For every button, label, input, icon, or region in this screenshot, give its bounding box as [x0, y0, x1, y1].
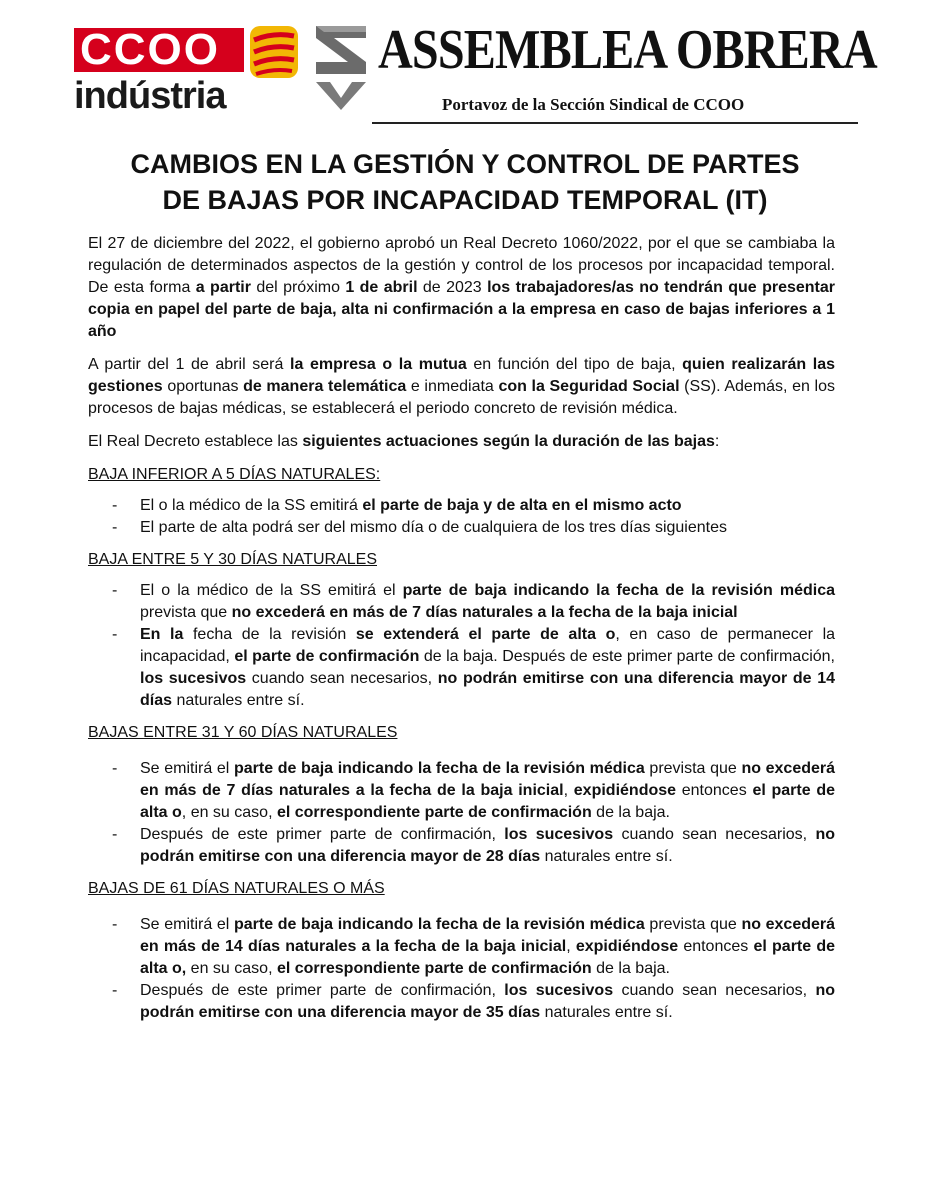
- list-item: - Se emitirá el parte de baja indicando la fecha de la revisión médica prevista que no excederá en más de 14 días naturales a la fecha de la baja inicial, expidiéndose entonces el parte de alta o, en su caso, el correspondiente parte de confirmación de la baja.: [88, 914, 835, 980]
- masthead-divider: [372, 122, 858, 124]
- section-heading-5-to-30-days: BAJA ENTRE 5 Y 30 DÍAS NATURALES: [88, 551, 377, 568]
- masthead: [0, 0, 929, 130]
- ccoo-logo: CCOO: [80, 25, 220, 74]
- industria-logo-text: indústria: [74, 75, 226, 117]
- senyera-flag-icon: [250, 26, 298, 78]
- actions-intro-paragraph: El Real Decreto establece las siguientes actuaciones según la duración de las bajas:: [88, 433, 720, 450]
- page-title: [90, 146, 840, 218]
- title-line-2: DE BAJAS POR INCAPACIDAD TEMPORAL (IT): [162, 185, 768, 215]
- masthead-title: ASSEMBLEA OBRERA: [378, 19, 877, 81]
- list-31-to-60-days: [88, 758, 835, 868]
- masthead-subtitle: Portavoz de la Sección Sindical de CCOO: [442, 95, 745, 114]
- management-paragraph: A partir del 1 de abril será la empresa o la mutua en función del tipo de baja, quien realizarán las gestiones oportunas de manera telemática e inmediata con la Seguridad Social (SS). Además, en los procesos de bajas médicas, se establecerá el periodo concreto de revisión médica.: [88, 356, 836, 417]
- list-item: - En la fecha de la revisión se extenderá el parte de alta o, en caso de permanecer la incapacidad, el parte de confirmación de la baja. Después de este primer parte de confirmación, los sucesivos cuando sean necesarios, no podrán emitirse con una diferencia mayor de 14 días naturales entre sí.: [88, 624, 835, 712]
- document-body: [88, 233, 835, 1034]
- list-item: - Se emitirá el parte de baja indicando la fecha de la revisión médica prevista que no excederá en más de 7 días naturales a la fecha de la baja inicial, expidiéndose entonces el parte de alta o, en su caso, el correspondiente parte de confirmación de la baja.: [88, 758, 835, 824]
- list-item: - Después de este primer parte de confirmación, los sucesivos cuando sean necesarios, no podrán emitirse con una diferencia mayor de 35 días naturales entre sí.: [88, 980, 835, 1024]
- intro-paragraph: El 27 de diciembre del 2022, el gobierno aprobó un Real Decreto 1060/2022, por el que se cambiaba la regulación de determinados aspectos de la gestión y control de los procesos por incapacidad temporal. De esta forma a partir del próximo 1 de abril de 2023 los trabajadores/as no tendrán que presentar copia en papel del parte de baja, alta ni confirmación a la empresa en caso de bajas inferiores a 1 año: [88, 235, 835, 340]
- list-item: - Después de este primer parte de confirmación, los sucesivos cuando sean necesarios, no podrán emitirse con una diferencia mayor de 28 días naturales entre sí.: [88, 824, 835, 868]
- list-item: - El o la médico de la SS emitirá el parte de baja y de alta en el mismo acto: [88, 495, 835, 517]
- section-heading-31-to-60-days: BAJAS ENTRE 31 Y 60 DÍAS NATURALES: [88, 724, 398, 741]
- section-heading-under-5-days: BAJA INFERIOR A 5 DÍAS NATURALES:: [88, 466, 381, 483]
- list-under-5-days: [88, 495, 835, 539]
- list-61-days-or-more: [88, 914, 835, 1024]
- section-heading-61-days-or-more: BAJAS DE 61 DÍAS NATURALES O MÁS: [88, 880, 385, 897]
- seat-logo-icon: [312, 22, 370, 112]
- title-line-1: CAMBIOS EN LA GESTIÓN Y CONTROL DE PARTES: [130, 149, 800, 179]
- list-item: - El parte de alta podrá ser del mismo día o de cualquiera de los tres días siguientes: [88, 517, 835, 539]
- list-item: - El o la médico de la SS emitirá el parte de baja indicando la fecha de la revisión médica prevista que no excederá en más de 7 días naturales a la fecha de la baja inicial: [88, 580, 835, 624]
- list-5-to-30-days: [88, 580, 835, 712]
